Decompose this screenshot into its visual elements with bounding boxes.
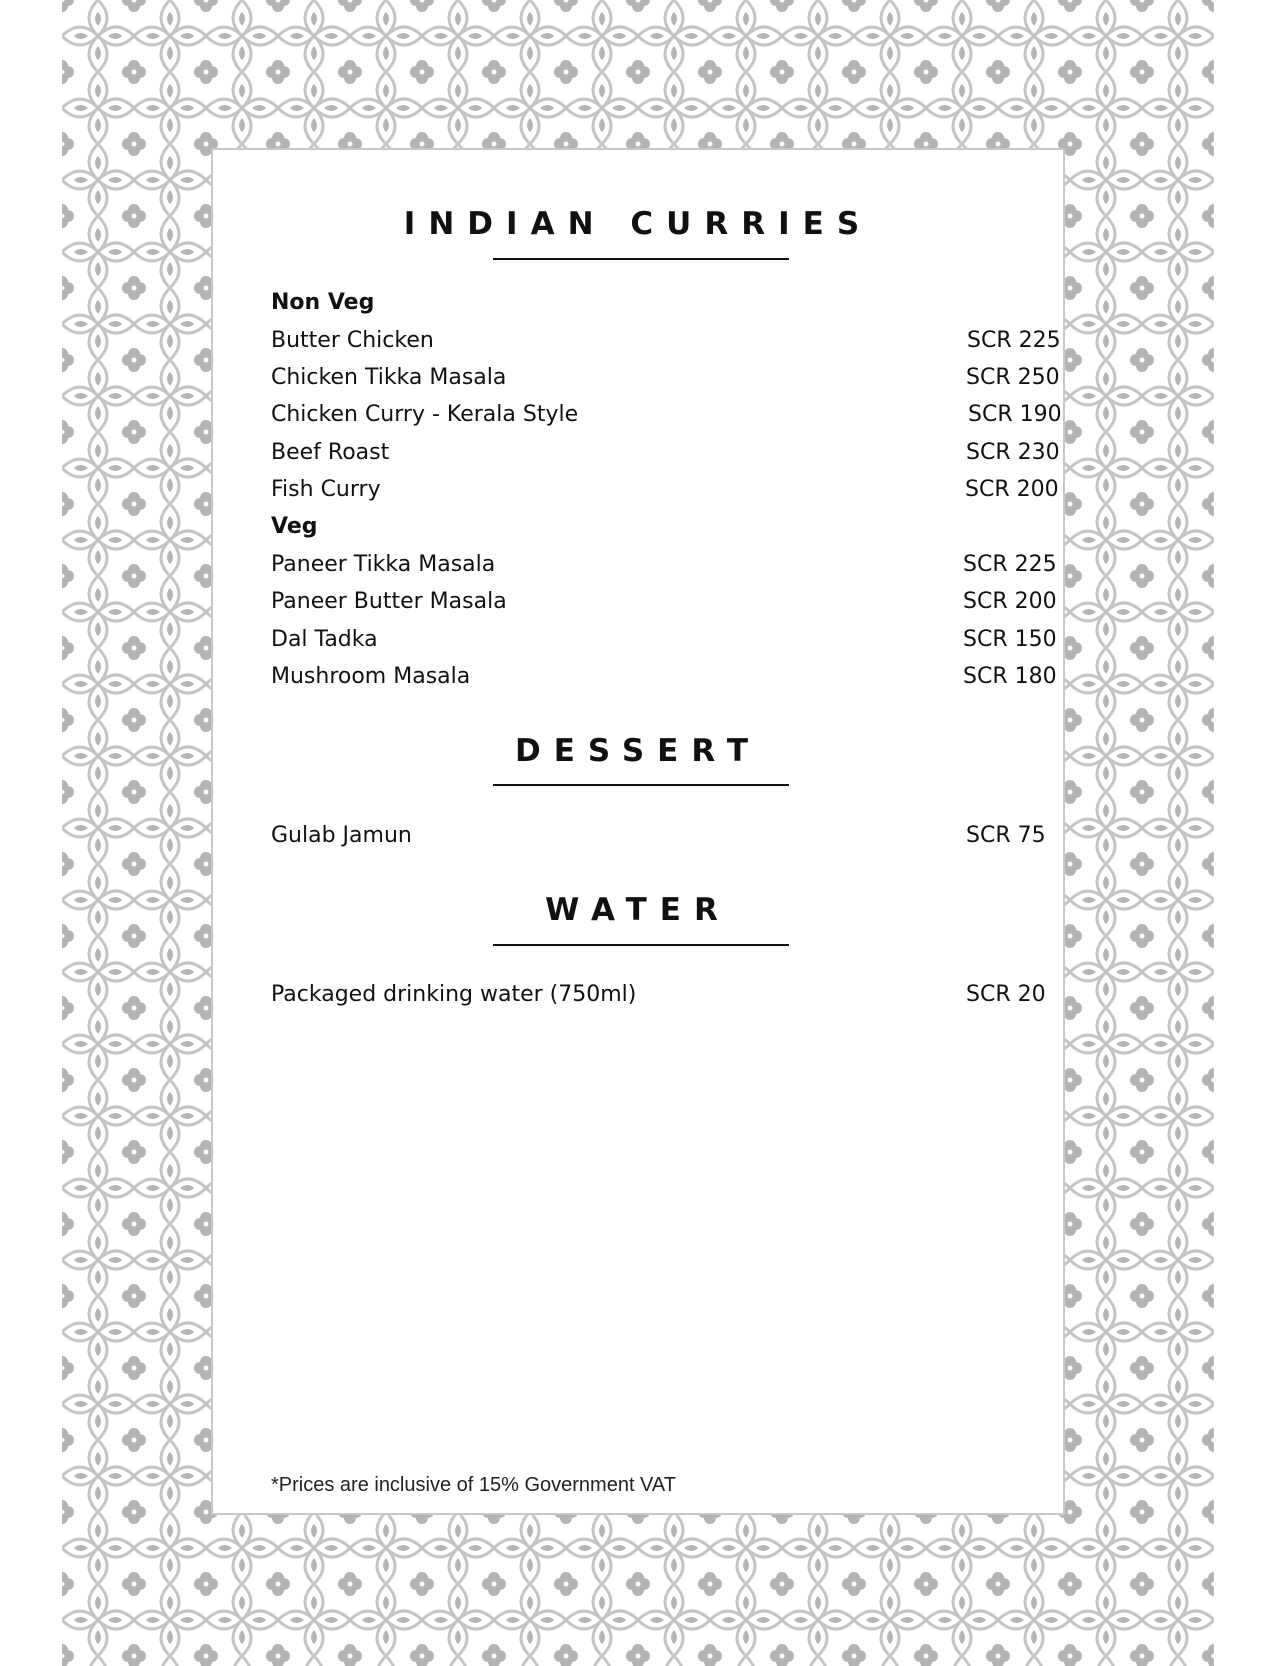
item-price: SCR 75: [966, 823, 1046, 848]
menu-item: [271, 664, 1063, 694]
item-price: SCR 230: [966, 440, 1060, 465]
menu-item: [271, 982, 1063, 1012]
item-price: SCR 150: [963, 627, 1057, 652]
item-price: SCR 250: [966, 365, 1060, 390]
section-title-water: WATER: [545, 892, 731, 928]
item-price: SCR 225: [967, 328, 1061, 353]
item-name: Paneer Tikka Masala: [271, 552, 496, 577]
section-title-indian-curries: INDIAN CURRIES: [403, 206, 873, 242]
menu-item: [271, 328, 1063, 358]
menu-item: [271, 440, 1063, 470]
item-price: SCR 190: [968, 402, 1062, 427]
item-price: SCR 200: [963, 589, 1057, 614]
menu-item: [271, 823, 1063, 853]
vat-footnote: *Prices are inclusive of 15% Government VAT: [271, 1474, 676, 1496]
item-name: Chicken Curry - Kerala Style: [271, 402, 579, 427]
menu-item: [271, 552, 1063, 582]
item-name: Beef Roast: [271, 440, 390, 465]
menu-item: [271, 477, 1063, 507]
category-non-veg: Non Veg: [271, 290, 375, 315]
item-price: SCR 225: [963, 552, 1057, 577]
item-name: Packaged drinking water (750ml): [271, 982, 637, 1007]
menu-panel: [211, 148, 1065, 1515]
menu-item: [271, 627, 1063, 657]
item-price: SCR 20: [966, 982, 1046, 1007]
item-price: SCR 200: [965, 477, 1059, 502]
category-veg: Veg: [271, 514, 318, 539]
item-name: Dal Tadka: [271, 627, 378, 652]
menu-item: [271, 589, 1063, 619]
item-price: SCR 180: [963, 664, 1057, 689]
title-underline: [493, 784, 789, 786]
item-name: Butter Chicken: [271, 328, 434, 353]
item-name: Fish Curry: [271, 477, 381, 502]
section-title-dessert: DESSERT: [514, 733, 762, 769]
title-underline: [493, 258, 789, 260]
menu-item: [271, 365, 1063, 395]
item-name: Paneer Butter Masala: [271, 589, 507, 614]
menu-item: [271, 402, 1063, 432]
title-underline: [493, 944, 789, 946]
item-name: Gulab Jamun: [271, 823, 412, 848]
item-name: Mushroom Masala: [271, 664, 471, 689]
item-name: Chicken Tikka Masala: [271, 365, 507, 390]
